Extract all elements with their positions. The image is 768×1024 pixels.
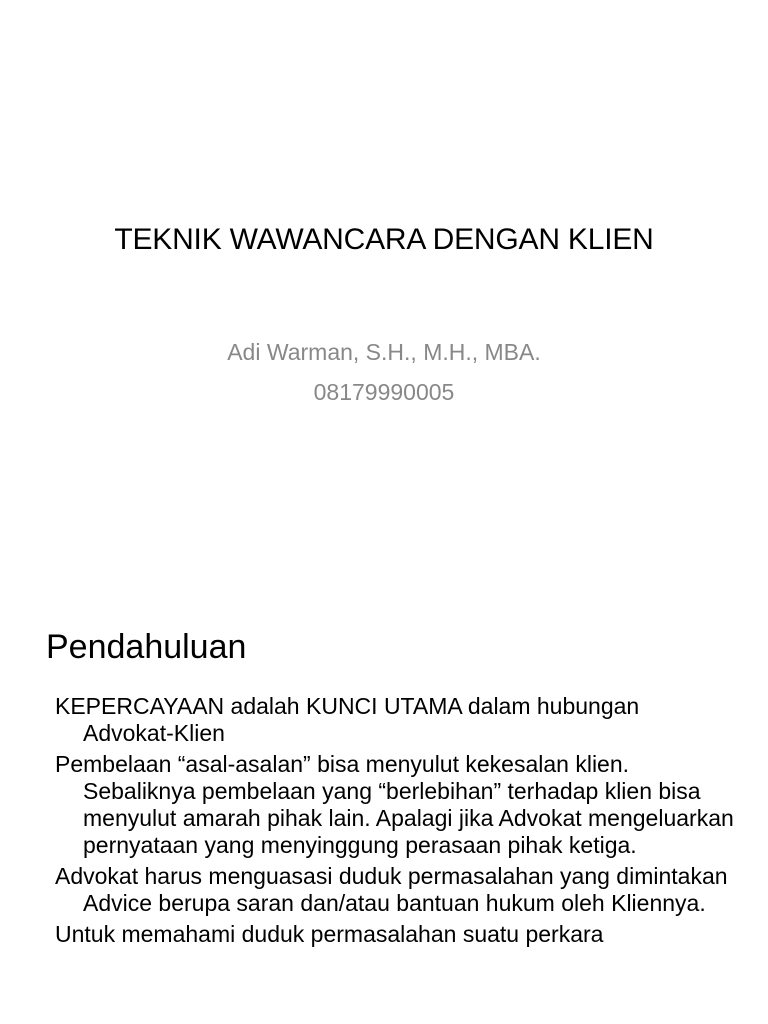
bullet-list: [55, 693, 735, 952]
bullet-item: KEPERCAYAAN adalah KUNCI UTAMA dalam hubungan Advokat-Klien: [55, 693, 640, 746]
content-slide: [0, 576, 768, 1024]
slide-subtitle: [0, 332, 768, 412]
slide-title: TEKNIK WAWANCARA DENGAN KLIEN: [114, 223, 654, 256]
bullet-item: Advokat harus menguasasi duduk permasalahan yang dimintakan Advice berupa saran dan/atau bantuan hukum oleh Kliennya.: [55, 863, 728, 916]
bullet-item: Pembelaan “asal-asalan” bisa menyulut kekesalan klien. Sebaliknya pembelaan yang “berlebihan” terhadap klien bisa menyulut amarah pihak lain. Apalagi jika Advokat mengeluarkan pernyataan yang menyinggung perasaan pihak ketiga.: [55, 751, 734, 858]
author-name: Adi Warman, S.H., M.H., MBA.: [227, 339, 541, 365]
phone-number: 08179990005: [313, 379, 455, 405]
section-heading: Pendahuluan: [46, 628, 247, 666]
bullet-item: Untuk memahami duduk permasalahan suatu perkara: [55, 921, 604, 947]
